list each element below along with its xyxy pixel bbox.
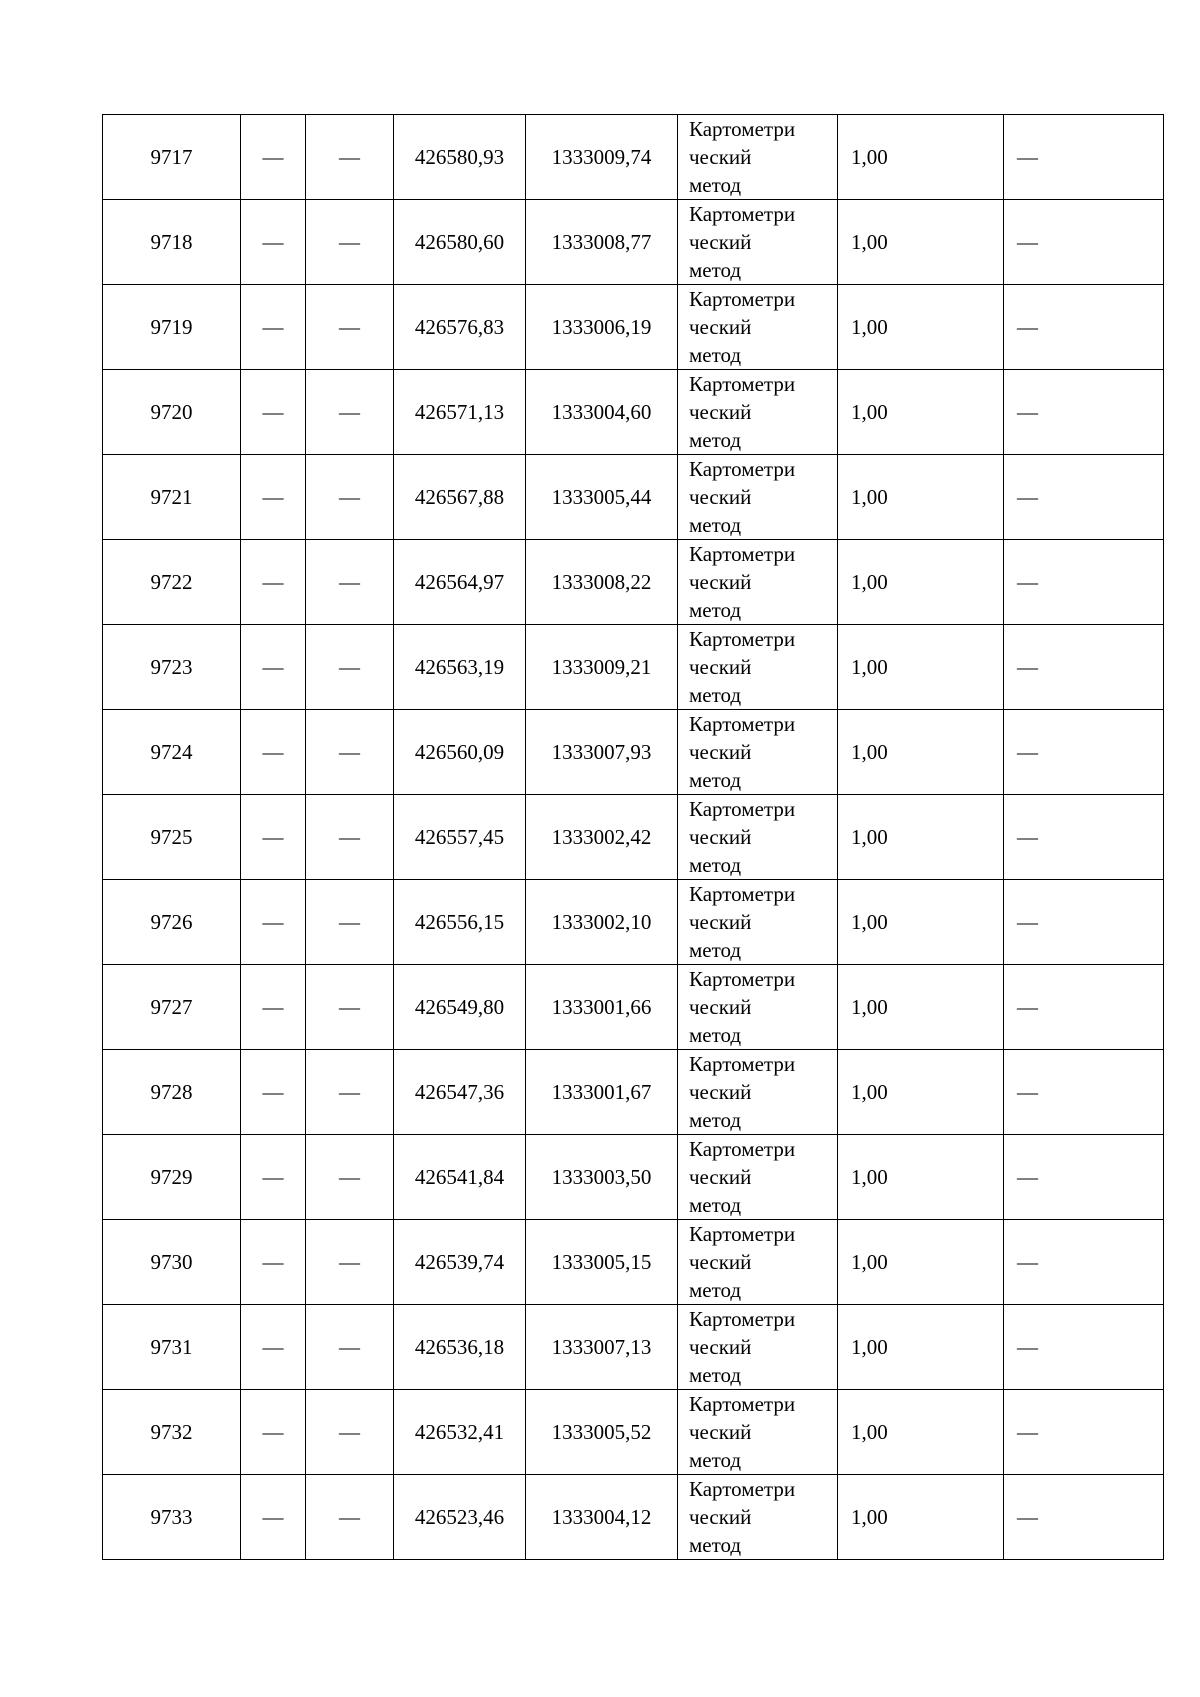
dash-cell: — — [306, 455, 394, 540]
method-text-line: ческий — [689, 910, 752, 934]
dash-cell: — — [306, 795, 394, 880]
coord-y-cell: 1333009,21 — [526, 625, 678, 710]
dash-cell: — — [241, 625, 306, 710]
coord-x-cell: 426564,97 — [394, 540, 526, 625]
method-cell — [678, 200, 838, 285]
method-text-line: ческий — [689, 1080, 752, 1104]
method-text-line: метод — [689, 428, 742, 452]
accuracy-cell: 1,00 — [838, 285, 1004, 370]
dash-cell: — — [306, 540, 394, 625]
dash-cell: — — [241, 455, 306, 540]
coord-y-cell: 1333001,66 — [526, 965, 678, 1050]
dash-cell: — — [306, 1475, 394, 1560]
coord-y-cell: 1333005,15 — [526, 1220, 678, 1305]
method-cell — [678, 285, 838, 370]
method-text-line: Картометри — [689, 712, 796, 736]
accuracy-cell: 1,00 — [838, 965, 1004, 1050]
method-text-line: Картометри — [689, 627, 796, 651]
dash-cell: — — [1004, 200, 1164, 285]
coord-x-cell: 426532,41 — [394, 1390, 526, 1475]
method-text-line: метод — [689, 1448, 742, 1472]
method-text-line: ческий — [689, 485, 752, 509]
dash-cell: — — [1004, 1475, 1164, 1560]
method-text-line: Картометри — [689, 457, 796, 481]
dash-cell: — — [241, 115, 306, 200]
coord-y-cell: 1333009,74 — [526, 115, 678, 200]
method-cell — [678, 1135, 838, 1220]
coord-y-cell: 1333005,52 — [526, 1390, 678, 1475]
method-text-line: метод — [689, 1193, 742, 1217]
method-text-line: ческий — [689, 1335, 752, 1359]
method-text-line: ческий — [689, 1250, 752, 1274]
method-cell — [678, 625, 838, 710]
point-number-cell: 9718 — [103, 200, 241, 285]
dash-cell: — — [306, 625, 394, 710]
point-number-cell: 9723 — [103, 625, 241, 710]
coord-x-cell: 426563,19 — [394, 625, 526, 710]
accuracy-cell: 1,00 — [838, 1135, 1004, 1220]
method-cell — [678, 965, 838, 1050]
method-text-line: метод — [689, 938, 742, 962]
dash-cell: — — [306, 1050, 394, 1135]
point-number-cell: 9725 — [103, 795, 241, 880]
dash-cell: — — [1004, 540, 1164, 625]
dash-cell: — — [306, 370, 394, 455]
dash-cell: — — [1004, 285, 1164, 370]
method-text-line: ческий — [689, 315, 752, 339]
method-text-line: метод — [689, 683, 742, 707]
dash-cell: — — [241, 1390, 306, 1475]
accuracy-cell: 1,00 — [838, 540, 1004, 625]
dash-cell: — — [1004, 625, 1164, 710]
coord-x-cell: 426557,45 — [394, 795, 526, 880]
coord-y-cell: 1333007,13 — [526, 1305, 678, 1390]
coord-x-cell: 426547,36 — [394, 1050, 526, 1135]
dash-cell: — — [241, 540, 306, 625]
method-text-line: Картометри — [689, 117, 796, 141]
method-cell — [678, 370, 838, 455]
accuracy-cell: 1,00 — [838, 370, 1004, 455]
table-row — [103, 880, 1164, 965]
coord-y-cell: 1333008,22 — [526, 540, 678, 625]
dash-cell: — — [241, 880, 306, 965]
accuracy-cell: 1,00 — [838, 710, 1004, 795]
method-text-line: Картометри — [689, 797, 796, 821]
accuracy-cell: 1,00 — [838, 455, 1004, 540]
point-number-cell: 9728 — [103, 1050, 241, 1135]
dash-cell: — — [1004, 1135, 1164, 1220]
table-row — [103, 1475, 1164, 1560]
method-text-line: метод — [689, 1023, 742, 1047]
method-text-line: Картометри — [689, 1307, 796, 1331]
method-text-line: ческий — [689, 655, 752, 679]
point-number-cell: 9717 — [103, 115, 241, 200]
accuracy-cell: 1,00 — [838, 625, 1004, 710]
table-row — [103, 965, 1164, 1050]
table-row — [103, 200, 1164, 285]
dash-cell: — — [241, 1135, 306, 1220]
method-cell — [678, 1050, 838, 1135]
method-cell — [678, 540, 838, 625]
dash-cell: — — [306, 1135, 394, 1220]
point-number-cell: 9733 — [103, 1475, 241, 1560]
coord-x-cell: 426536,18 — [394, 1305, 526, 1390]
dash-cell: — — [306, 1220, 394, 1305]
method-text-line: Картометри — [689, 542, 796, 566]
coord-y-cell: 1333004,60 — [526, 370, 678, 455]
accuracy-cell: 1,00 — [838, 1390, 1004, 1475]
coord-y-cell: 1333003,50 — [526, 1135, 678, 1220]
dash-cell: — — [241, 1050, 306, 1135]
method-text-line: ческий — [689, 1505, 752, 1529]
dash-cell: — — [241, 710, 306, 795]
dash-cell: — — [1004, 795, 1164, 880]
point-number-cell: 9730 — [103, 1220, 241, 1305]
accuracy-cell: 1,00 — [838, 795, 1004, 880]
method-text-line: Картометри — [689, 372, 796, 396]
method-cell — [678, 795, 838, 880]
dash-cell: — — [306, 200, 394, 285]
dash-cell: — — [1004, 115, 1164, 200]
dash-cell: — — [1004, 370, 1164, 455]
method-text-line: Картометри — [689, 1137, 796, 1161]
point-number-cell: 9731 — [103, 1305, 241, 1390]
dash-cell: — — [1004, 710, 1164, 795]
point-number-cell: 9732 — [103, 1390, 241, 1475]
coord-x-cell: 426576,83 — [394, 285, 526, 370]
method-text-line: ческий — [689, 570, 752, 594]
dash-cell: — — [306, 115, 394, 200]
method-text-line: ческий — [689, 1420, 752, 1444]
method-text-line: метод — [689, 1363, 742, 1387]
dash-cell: — — [1004, 1050, 1164, 1135]
dash-cell: — — [241, 1475, 306, 1560]
table-row — [103, 1390, 1164, 1475]
table-row — [103, 1220, 1164, 1305]
table-row — [103, 1135, 1164, 1220]
dash-cell: — — [306, 880, 394, 965]
table-row — [103, 795, 1164, 880]
dash-cell: — — [1004, 1220, 1164, 1305]
method-text-line: метод — [689, 513, 742, 537]
coord-y-cell: 1333008,77 — [526, 200, 678, 285]
table-row — [103, 540, 1164, 625]
accuracy-cell: 1,00 — [838, 115, 1004, 200]
dash-cell: — — [1004, 1305, 1164, 1390]
coord-x-cell: 426580,60 — [394, 200, 526, 285]
method-text-line: ческий — [689, 230, 752, 254]
method-text-line: Картометри — [689, 1392, 796, 1416]
method-cell — [678, 880, 838, 965]
method-text-line: метод — [689, 1533, 742, 1557]
coord-x-cell: 426571,13 — [394, 370, 526, 455]
method-text-line: ческий — [689, 400, 752, 424]
coord-x-cell: 426541,84 — [394, 1135, 526, 1220]
method-cell — [678, 115, 838, 200]
point-number-cell: 9720 — [103, 370, 241, 455]
method-text-line: ческий — [689, 145, 752, 169]
dash-cell: — — [306, 285, 394, 370]
method-cell — [678, 1390, 838, 1475]
method-text-line: метод — [689, 258, 742, 282]
coord-y-cell: 1333007,93 — [526, 710, 678, 795]
accuracy-cell: 1,00 — [838, 1475, 1004, 1560]
dash-cell: — — [241, 285, 306, 370]
coord-y-cell: 1333004,12 — [526, 1475, 678, 1560]
point-number-cell: 9719 — [103, 285, 241, 370]
point-number-cell: 9729 — [103, 1135, 241, 1220]
method-cell — [678, 1475, 838, 1560]
method-text-line: ческий — [689, 740, 752, 764]
dash-cell: — — [306, 1390, 394, 1475]
coordinates-table — [102, 114, 1164, 1560]
table-row — [103, 1305, 1164, 1390]
coord-y-cell: 1333002,10 — [526, 880, 678, 965]
method-text-line: ческий — [689, 825, 752, 849]
method-cell — [678, 1220, 838, 1305]
dash-cell: — — [306, 965, 394, 1050]
coord-x-cell: 426549,80 — [394, 965, 526, 1050]
table-row — [103, 455, 1164, 540]
method-cell — [678, 710, 838, 795]
coord-y-cell: 1333006,19 — [526, 285, 678, 370]
coord-x-cell: 426580,93 — [394, 115, 526, 200]
coord-x-cell: 426523,46 — [394, 1475, 526, 1560]
method-text-line: ческий — [689, 1165, 752, 1189]
coord-x-cell: 426560,09 — [394, 710, 526, 795]
dash-cell: — — [306, 1305, 394, 1390]
method-text-line: метод — [689, 598, 742, 622]
dash-cell: — — [1004, 1390, 1164, 1475]
point-number-cell: 9727 — [103, 965, 241, 1050]
dash-cell: — — [1004, 880, 1164, 965]
coord-y-cell: 1333005,44 — [526, 455, 678, 540]
accuracy-cell: 1,00 — [838, 880, 1004, 965]
method-text-line: Картометри — [689, 882, 796, 906]
method-text-line: Картометри — [689, 202, 796, 226]
table-row — [103, 115, 1164, 200]
accuracy-cell: 1,00 — [838, 1050, 1004, 1135]
dash-cell: — — [241, 795, 306, 880]
coord-y-cell: 1333002,42 — [526, 795, 678, 880]
method-text-line: метод — [689, 1278, 742, 1302]
dash-cell: — — [241, 965, 306, 1050]
dash-cell: — — [1004, 965, 1164, 1050]
method-text-line: Картометри — [689, 1222, 796, 1246]
coord-x-cell: 426556,15 — [394, 880, 526, 965]
dash-cell: — — [241, 370, 306, 455]
method-text-line: метод — [689, 173, 742, 197]
coord-y-cell: 1333001,67 — [526, 1050, 678, 1135]
method-text-line: метод — [689, 768, 742, 792]
point-number-cell: 9722 — [103, 540, 241, 625]
method-text-line: Картометри — [689, 1052, 796, 1076]
method-text-line: Картометри — [689, 1477, 796, 1501]
point-number-cell: 9726 — [103, 880, 241, 965]
table-row — [103, 625, 1164, 710]
point-number-cell: 9724 — [103, 710, 241, 795]
method-text-line: Картометри — [689, 287, 796, 311]
table-row — [103, 710, 1164, 795]
accuracy-cell: 1,00 — [838, 200, 1004, 285]
table-body — [103, 115, 1164, 1560]
dash-cell: — — [1004, 455, 1164, 540]
dash-cell: — — [306, 710, 394, 795]
table-row — [103, 370, 1164, 455]
method-text-line: ческий — [689, 995, 752, 1019]
coord-x-cell: 426539,74 — [394, 1220, 526, 1305]
method-text-line: метод — [689, 1108, 742, 1132]
method-text-line: Картометри — [689, 967, 796, 991]
point-number-cell: 9721 — [103, 455, 241, 540]
dash-cell: — — [241, 1305, 306, 1390]
method-text-line: метод — [689, 853, 742, 877]
method-cell — [678, 1305, 838, 1390]
accuracy-cell: 1,00 — [838, 1220, 1004, 1305]
dash-cell: — — [241, 200, 306, 285]
coord-x-cell: 426567,88 — [394, 455, 526, 540]
method-cell — [678, 455, 838, 540]
method-text-line: метод — [689, 343, 742, 367]
accuracy-cell: 1,00 — [838, 1305, 1004, 1390]
dash-cell: — — [241, 1220, 306, 1305]
table-row — [103, 1050, 1164, 1135]
table-row — [103, 285, 1164, 370]
